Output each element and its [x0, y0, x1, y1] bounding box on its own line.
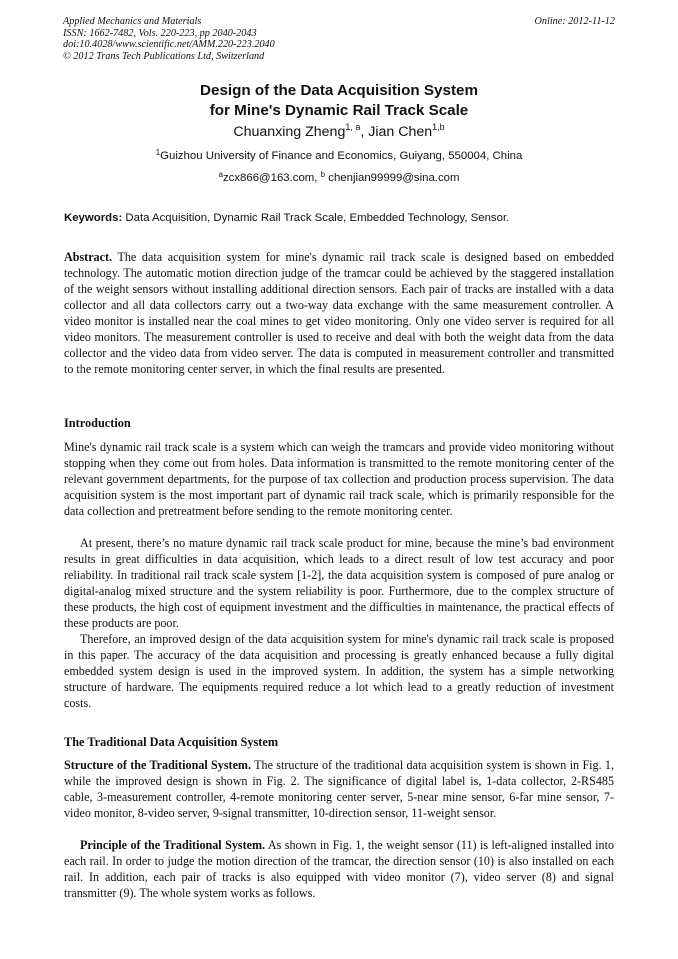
paper-title-line-2: for Mine's Dynamic Rail Track Scale — [209, 102, 469, 119]
author-separator: , — [360, 124, 369, 140]
principle-paragraph — [64, 837, 614, 901]
abstract-label: Abstract. — [64, 250, 113, 264]
principle-label: Principle of the Traditional System. — [80, 838, 266, 852]
copyright-line: © 2012 Trans Tech Publications Ltd, Switzerland — [63, 50, 265, 62]
author-2-superscript: 1,b — [432, 122, 445, 132]
keywords — [64, 212, 616, 224]
publication-info — [63, 16, 615, 62]
traditional-system-heading: The Traditional Data Acquisition System — [64, 735, 279, 749]
author-2-name: Jian Chen — [368, 124, 433, 140]
paper-title-line-1: Design of the Data Acquisition System — [200, 82, 478, 99]
affiliation-text: Guizhou University of Finance and Economics, Guiyang, 550004, China — [160, 150, 523, 162]
email-b-superscript: b — [320, 170, 326, 179]
abstract — [64, 249, 614, 377]
introduction-paragraph-2: At present, there’s no mature dynamic rail track scale product for mine, because the mine’s bad environment results in great difficulties in data acquisition, which leads to a direct result of low test accuracy and poor reliability. In traditional rail track scale system [1-2], the data acquisition system is composed of pure analog or digital-analog mixed structure and the system reliability is poor. Furthermore, due to the complex structure of these products, the high cost of equipment investment and the difficulties in maintenance, the practical effects of these products are poor. — [64, 536, 614, 630]
affiliation-superscript: 1 — [155, 148, 161, 157]
author-1-name: Chuanxing Zheng — [233, 124, 346, 140]
author-list — [0, 124, 678, 140]
introduction-paragraph-3: Therefore, an improved design of the data acquisition system for mine's dynamic rail track scale is proposed in this paper. The accuracy of the data acquisition and processing is greatly enhanced because a fully digital embedded system design is used in the improved system. In addition, the system has a simple networking structure of hardware. The equipments required reduce a lot which lead to a greatly reduction of investment costs. — [64, 632, 614, 710]
online-date: Online: 2012-11-12 — [534, 16, 615, 27]
journal-name: Applied Mechanics and Materials — [63, 16, 202, 27]
structure-paragraph — [64, 757, 614, 821]
email-b: chenjian99999@sina.com — [325, 172, 460, 184]
author-1-superscript: 1, a — [345, 122, 361, 132]
doi-line: doi:10.4028/www.scientific.net/AMM.220-223.2040 — [63, 39, 275, 51]
keywords-label: Keywords: — [64, 212, 123, 224]
structure-label: Structure of the Traditional System. — [64, 758, 252, 772]
email-a-superscript: a — [218, 170, 223, 179]
keywords-text: Data Acquisition, Dynamic Rail Track Scale, Embedded Technology, Sensor. — [122, 212, 510, 224]
issn-line: ISSN: 1662-7482, Vols. 220-223, pp 2040-2043 — [63, 27, 257, 39]
email-a: zcx866@163.com, — [222, 172, 321, 184]
email-line — [0, 172, 678, 184]
introduction-heading: Introduction — [64, 416, 131, 430]
affiliation — [0, 150, 678, 162]
abstract-text: The data acquisition system for mine's dynamic rail track scale is designed based on embedded technology. The automatic motion direction judge of the tramcar could be achieved by the staggered installation of the weight sensors without installing additional direction sensors. Each pair of tracks are installed with a data collector and all data collectors carry out a two-way data exchange with the same measurement controller. A video monitor is installed near the coal mines to get video monitoring. Only one video server is required for all video monitors. The measurement controller is used to receive and deal with both the weight data from the data collector and the video data from video server. The data is computed in measurement controller and transmitted to the remote monitoring center server, in which the final results are presented. — [64, 250, 614, 376]
introduction-paragraph-1: Mine's dynamic rail track scale is a system which can weigh the tramcars and provide video monitoring without stopping when they come out from holes. Data information is transmitted to the remote monitoring center of the relevant government departments, for the purpose of tax collection and production process supervision. The data acquisition system is the most important part of dynamic rail track scale, which is primarily responsible for the data collection and pretreatment before sending to the remote monitoring center. — [64, 440, 614, 518]
structure-text: The structure of the traditional data acquisition system is shown in Fig. 1, while the improved design is shown in Fig. 2. The significance of digital label is, 1-data collector, 2-RS485 cable, 3-measurement controller, 4-remote monitoring center server, 5-near mine sensor, 6-far mine sensor, 7-video monitor, 8-video server, 9-signal transmitter, 10-direction sensor, 11-weight sensor. — [64, 758, 615, 820]
principle-text: As shown in Fig. 1, the weight sensor (11) is left-aligned installed into each rail. In order to judge the motion direction of the tramcar, the direction sensor (10) is also installed on each rail. In addition, each pair of tracks is also equipped with video monitor (7), video server (8) and signal transmitter (9). The whole system works as follows. — [64, 838, 614, 900]
